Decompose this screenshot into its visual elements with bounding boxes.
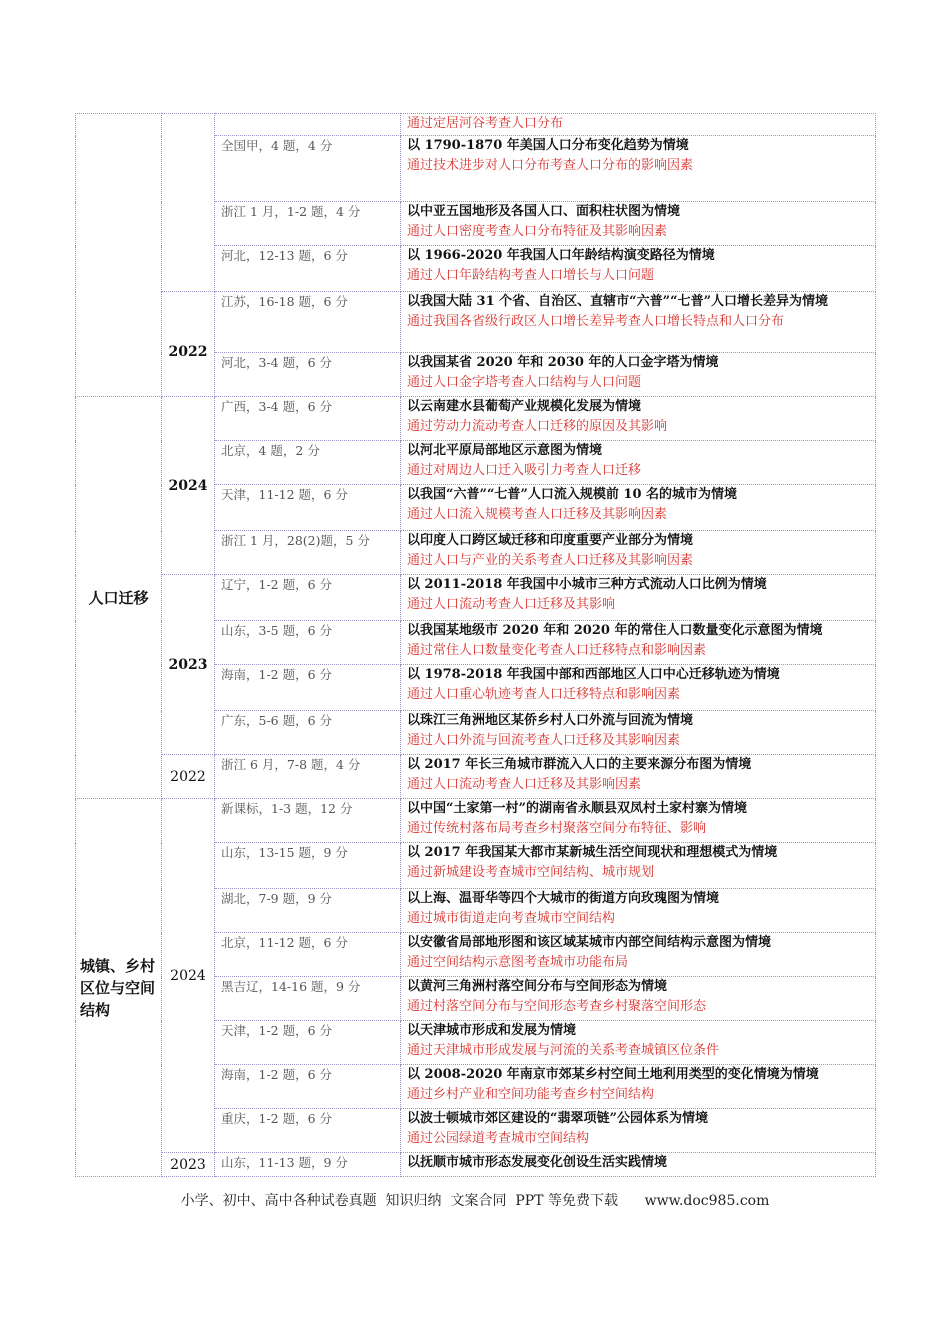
source-cell: 湖北，7-9 题，9 分 <box>215 889 401 933</box>
exam-analysis-table <box>75 113 876 1177</box>
year-cell: 2024 <box>162 397 215 575</box>
footer-text: 小学、初中、高中各种试卷真题 知识归纳 文案合同 PPT 等免费下载 <box>180 1193 618 1209</box>
year-cell: 2023 <box>162 1153 215 1177</box>
source-cell <box>215 114 401 136</box>
context-text: 以 2017 年我国某大都市某新城生活空间现状和理想模式为情境 <box>407 845 778 860</box>
assessment-text: 通过乡村产业和空间功能考查乡村空间结构 <box>407 1087 655 1102</box>
source-cell: 北京，4 题，2 分 <box>215 441 401 485</box>
context-text: 以上海、温哥华等四个大城市的街道方向玫瑰图为情境 <box>407 891 720 906</box>
source-cell: 黑吉辽，14-16 题，9 分 <box>215 977 401 1021</box>
description-cell <box>401 485 876 531</box>
source-cell: 全国甲，4 题，4 分 <box>215 136 401 202</box>
assessment-text: 通过定居河谷考查人口分布 <box>407 116 564 131</box>
assessment-text: 通过村落空间分布与空间形态考查乡村聚落空间形态 <box>407 999 707 1014</box>
context-text: 以 2017 年长三角城市群流入人口的主要来源分布图为情境 <box>407 757 752 772</box>
source-cell: 浙江 6 月，7-8 题，4 分 <box>215 755 401 799</box>
context-text: 以黄河三角洲村落空间分布与空间形态为情境 <box>407 979 668 994</box>
context-text: 以 2011-2018 年我国中小城市三种方式流动人口比例为情境 <box>407 577 767 592</box>
page-footer <box>0 1190 950 1210</box>
source-cell: 新课标，1-3 题，12 分 <box>215 799 401 843</box>
source-cell: 海南，1-2 题，6 分 <box>215 1065 401 1109</box>
context-text: 以中国“土家第一村”的湖南省永顺县双凤村土家村寨为情境 <box>407 801 747 816</box>
source-cell: 浙江 1 月，1-2 题，4 分 <box>215 202 401 246</box>
assessment-text: 通过人口年龄结构考查人口增长与人口问题 <box>407 268 655 283</box>
table-row <box>76 114 876 136</box>
year-cell: 2024 <box>162 799 215 1153</box>
description-cell <box>401 136 876 202</box>
description-cell <box>401 353 876 397</box>
table-row <box>76 397 876 441</box>
description-cell <box>401 711 876 755</box>
assessment-text: 通过我国各省级行政区人口增长差异考查人口增长特点和人口分布 <box>407 314 785 329</box>
source-cell: 广西，3-4 题，6 分 <box>215 397 401 441</box>
source-cell: 山东，13-15 题，9 分 <box>215 843 401 889</box>
description-cell <box>401 1109 876 1153</box>
description-cell <box>401 1153 876 1177</box>
context-text: 以 1790-1870 年美国人口分布变化趋势为情境 <box>407 138 689 153</box>
description-cell <box>401 1065 876 1109</box>
footer-url[interactable]: www.doc985.com <box>644 1193 770 1209</box>
description-cell <box>401 755 876 799</box>
topic-cell: 人口迁移 <box>76 397 162 799</box>
source-cell: 江苏，16-18 题，6 分 <box>215 292 401 353</box>
assessment-text: 通过人口与产业的关系考查人口迁移及其影响因素 <box>407 553 694 568</box>
description-cell <box>401 1021 876 1065</box>
table-body <box>76 114 876 1177</box>
assessment-text: 通过人口流动考查人口迁移及其影响因素 <box>407 777 642 792</box>
table-row <box>76 1153 876 1177</box>
description-cell <box>401 665 876 711</box>
description-cell <box>401 799 876 843</box>
assessment-text: 通过人口流动考查人口迁移及其影响 <box>407 597 616 612</box>
description-cell <box>401 441 876 485</box>
description-cell <box>401 397 876 441</box>
source-cell: 河北，12-13 题，6 分 <box>215 246 401 292</box>
context-text: 以我国某省 2020 年和 2030 年的人口金字塔为情境 <box>407 355 719 370</box>
assessment-text: 通过城市街道走向考查城市空间结构 <box>407 911 616 926</box>
source-cell: 山东，3-5 题，6 分 <box>215 621 401 665</box>
year-cell <box>162 114 215 292</box>
assessment-text: 通过新城建设考查城市空间结构、城市规划 <box>407 865 655 880</box>
source-cell: 山东，11-13 题，9 分 <box>215 1153 401 1177</box>
description-cell <box>401 575 876 621</box>
source-cell: 北京，11-12 题，6 分 <box>215 933 401 977</box>
context-text: 以云南建水县葡萄产业规模化发展为情境 <box>407 399 642 414</box>
context-text: 以天津城市形成和发展为情境 <box>407 1023 577 1038</box>
source-cell: 天津，1-2 题，6 分 <box>215 1021 401 1065</box>
assessment-text: 通过技术进步对人口分布考查人口分布的影响因素 <box>407 158 694 173</box>
assessment-text: 通过劳动力流动考查人口迁移的原因及其影响 <box>407 419 668 434</box>
context-text: 以 1966-2020 年我国人口年龄结构演变路径为情境 <box>407 248 715 263</box>
table-row <box>76 292 876 353</box>
assessment-text: 通过常住人口数量变化考查人口迁移特点和影响因素 <box>407 643 707 658</box>
assessment-text: 通过公园绿道考查城市空间结构 <box>407 1131 590 1146</box>
source-cell: 重庆，1-2 题，6 分 <box>215 1109 401 1153</box>
description-cell <box>401 292 876 353</box>
table-row <box>76 799 876 843</box>
context-text: 以珠江三角洲地区某侨乡村人口外流与回流为情境 <box>407 713 694 728</box>
context-text: 以我国“六普”“七普”人口流入规模前 10 名的城市为情境 <box>407 487 738 502</box>
context-text: 以波士顿城市郊区建设的“翡翠项链”公园体系为情境 <box>407 1111 708 1126</box>
source-cell: 浙江 1 月，28(2)题，5 分 <box>215 531 401 575</box>
description-cell <box>401 202 876 246</box>
assessment-text: 通过人口流入规模考查人口迁移及其影响因素 <box>407 507 668 522</box>
description-cell <box>401 889 876 933</box>
assessment-text: 通过空间结构示意图考查城市功能布局 <box>407 955 629 970</box>
description-cell <box>401 933 876 977</box>
description-cell <box>401 843 876 889</box>
table-row <box>76 575 876 621</box>
year-cell: 2023 <box>162 575 215 755</box>
topic-cell: 城镇、乡村区位与空间结构 <box>76 799 162 1177</box>
source-cell: 海南，1-2 题，6 分 <box>215 665 401 711</box>
context-text: 以 1978-2018 年我国中部和西部地区人口中心迁移轨迹为情境 <box>407 667 780 682</box>
description-cell <box>401 246 876 292</box>
assessment-text: 通过人口密度考查人口分布特征及其影响因素 <box>407 224 668 239</box>
description-cell <box>401 114 876 136</box>
assessment-text: 通过人口重心轨迹考查人口迁移特点和影响因素 <box>407 687 681 702</box>
source-cell: 天津，11-12 题，6 分 <box>215 485 401 531</box>
context-text: 以印度人口跨区域迁移和印度重要产业部分为情境 <box>407 533 694 548</box>
context-text: 以我国某地级市 2020 年和 2020 年的常住人口数量变化示意图为情境 <box>407 623 823 638</box>
context-text: 以安徽省局部地形图和该区域某城市内部空间结构示意图为情境 <box>407 935 772 950</box>
source-cell: 河北，3-4 题，6 分 <box>215 353 401 397</box>
year-cell: 2022 <box>162 292 215 397</box>
assessment-text: 通过人口金字塔考查人口结构与人口问题 <box>407 375 642 390</box>
assessment-text: 通过传统村落布局考查乡村聚落空间分布特征、影响 <box>407 821 707 836</box>
description-cell <box>401 621 876 665</box>
context-text: 以抚顺市城市形态发展变化创设生活实践情境 <box>407 1155 668 1170</box>
source-cell: 广东，5-6 题，6 分 <box>215 711 401 755</box>
context-text: 以中亚五国地形及各国人口、面积柱状图为情境 <box>407 204 681 219</box>
assessment-text: 通过天津城市形成发展与河流的关系考查城镇区位条件 <box>407 1043 720 1058</box>
topic-cell <box>76 114 162 397</box>
description-cell <box>401 977 876 1021</box>
source-cell: 辽宁，1-2 题，6 分 <box>215 575 401 621</box>
assessment-text: 通过人口外流与回流考查人口迁移及其影响因素 <box>407 733 681 748</box>
year-cell: 2022 <box>162 755 215 799</box>
context-text: 以河北平原局部地区示意图为情境 <box>407 443 603 458</box>
context-text: 以 2008-2020 年南京市郊某乡村空间土地利用类型的变化情境为情境 <box>407 1067 819 1082</box>
context-text: 以我国大陆 31 个省、自治区、直辖市“六普”“七普”人口增长差异为情境 <box>407 294 829 309</box>
description-cell <box>401 531 876 575</box>
assessment-text: 通过对周边人口迁入吸引力考查人口迁移 <box>407 463 642 478</box>
table-row <box>76 755 876 799</box>
